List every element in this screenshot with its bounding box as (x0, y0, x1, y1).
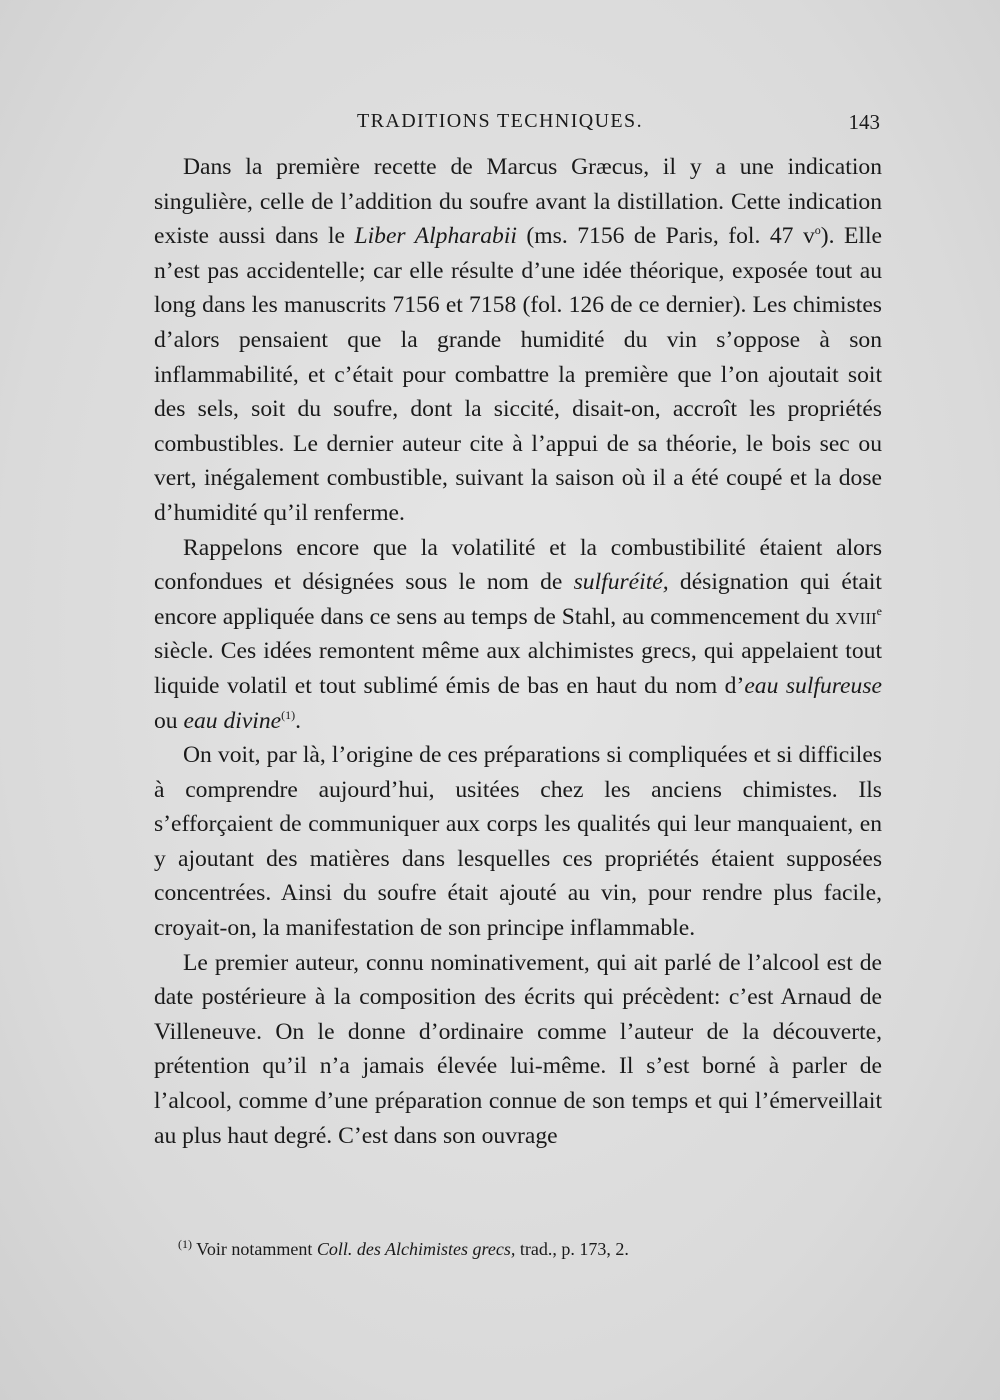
text-run: ou (154, 707, 184, 734)
italic-text: Coll. des Alchimistes grecs, (316, 1239, 516, 1259)
text-run: Le premier auteur, connu nominativement, qui ait parlé de l’alcool est de date postérieure à la composition des écrits qui précèdent: c’est Arnaud de Villeneuve. On le donne d’ordinaire comme l’auteur de la découverte, prétention qu’il n’a jamais élevée lui-même. Il s’est borné à parler de l’alcool, comme d’une préparation connue de son temps et qui l’émerveillait au plus haut degré. C’est dans son ouvrage (154, 949, 882, 1149)
superscript: e (876, 603, 882, 618)
superscript: (1) (178, 1237, 192, 1251)
italic-text: Liber Alpharabii (354, 223, 517, 250)
text-run: (ms. 7156 de Paris, fol. 47 v (516, 223, 815, 250)
text-run: Rappelons encore que la volatilité et la combustibilité étaient alors confondues et désignées sous le nom de (154, 534, 882, 596)
running-title: TRADITIONS TECHNIQUES. (357, 110, 643, 132)
body-text (154, 150, 882, 1153)
running-head (0, 110, 1000, 140)
text-run: Voir notamment (192, 1239, 317, 1259)
small-caps-text: xviii (835, 603, 877, 630)
italic-text: eau divine (183, 707, 282, 734)
footnote (178, 1237, 878, 1261)
italic-text: sulfuréité, (573, 569, 669, 596)
text-run: siècle. Ces idées remontent même aux alchimistes grecs, qui appelaient tout liquide volatil et tout sublimé émis de bas en haut du nom d’ (154, 638, 882, 699)
page-number: 143 (848, 110, 880, 134)
superscript: o (814, 223, 821, 238)
paragraph-4 (154, 946, 882, 1154)
paragraph-3 (154, 738, 882, 946)
text-run: désignation qui était encore appliquée dans ce sens au temps de Stahl, au commencement du (154, 569, 882, 630)
text-run: Dans la première recette de Marcus Græcus, il y a une indication singulière, celle de l’addition du soufre avant la distillation. Cette indication existe aussi dans le (154, 154, 882, 250)
italic-text: eau sulfureuse (744, 672, 882, 699)
text-run: trad., p. 173, 2. (515, 1239, 629, 1259)
superscript: (1) (281, 707, 296, 722)
text-run: ). Elle n’est pas accidentelle; car elle résulte d’une idée théorique, exposée tout au long dans les manuscrits 7156 et 7158 (fol. 126 de ce dernier). Les chimistes d’alors pensaient que la grande humidité du vin s’oppose à son inflammabilité, et c’était pour combattre la première que l’on ajoutait soit des sels, soit du soufre, dont la siccité, disait-on, accroît les propriétés combustibles. Le dernier auteur cite à l’appui de sa théorie, le bois sec ou vert, inégalement combustible, suivant la saison où il a été coupé et la dose d’humidité qu’il renferme. (154, 223, 882, 526)
paragraph-1 (154, 150, 882, 531)
text-run: . (295, 707, 302, 734)
paragraph-2 (154, 531, 882, 739)
text-run: On voit, par là, l’origine de ces préparations si compliquées et si difficiles à comprendre aujourd’hui, usitées chez les anciens chimistes. Ils s’efforçaient de communiquer aux corps les qualités qui leur manquaient, en y ajoutant des matières dans lesquelles ces propriétés étaient supposées concentrées. Ainsi du soufre était ajouté au vin, pour rendre plus facile, croyait-on, la manifestation de son principe inflammable. (154, 742, 882, 942)
